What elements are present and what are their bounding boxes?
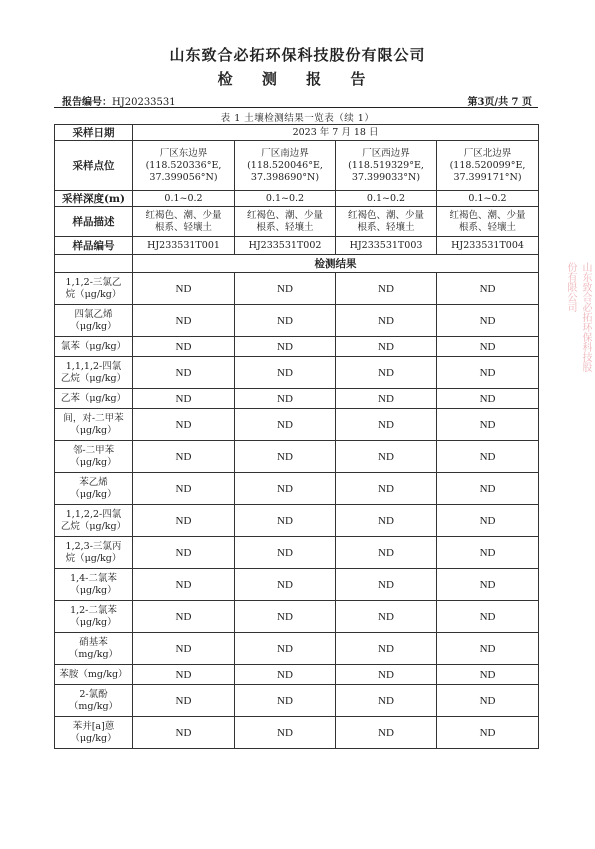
parameter-name	[55, 665, 133, 685]
cell-line: （μg/kg）	[70, 488, 117, 500]
cell-line: 37.399171°N)	[453, 171, 522, 183]
result-value: ND	[235, 473, 336, 505]
table-row	[55, 665, 539, 685]
document-title: 检 测 报 告	[217, 70, 378, 88]
result-value: ND	[133, 685, 235, 717]
cell-line: 根系、轻壤土	[154, 221, 212, 233]
cell-line: 根系、轻壤土	[459, 221, 517, 233]
result-value: ND	[235, 441, 336, 473]
result-value: ND	[235, 569, 336, 601]
seam-stamp	[563, 262, 593, 372]
sampling-site-1	[133, 141, 235, 191]
result-value: ND	[133, 601, 235, 633]
cell-line: 四氯乙烯	[74, 308, 113, 320]
result-value: ND	[133, 337, 235, 357]
cell-line: 1,2,3-三氯丙	[65, 540, 122, 552]
cell-line: （mg/kg）	[68, 648, 119, 660]
result-value: ND	[336, 441, 437, 473]
result-value: ND	[437, 305, 539, 337]
cell-line: （mg/kg）	[68, 700, 119, 712]
parameter-name	[55, 685, 133, 717]
sample-number-2: HJ233531T002	[235, 237, 336, 255]
result-value: ND	[336, 273, 437, 305]
parameter-name	[55, 441, 133, 473]
parameter-name	[55, 409, 133, 441]
table-row	[55, 305, 539, 337]
sample-description-1	[133, 207, 235, 237]
parameter-name	[55, 537, 133, 569]
header-rule	[54, 107, 538, 108]
sample-number-label: 样品编号	[55, 237, 133, 255]
result-value: ND	[133, 409, 235, 441]
table-row	[55, 537, 539, 569]
result-value: ND	[133, 569, 235, 601]
result-value: ND	[437, 537, 539, 569]
result-value: ND	[133, 665, 235, 685]
sample-number-4: HJ233531T004	[437, 237, 539, 255]
cell-line: 红褐色、潮、少量	[145, 209, 222, 221]
cell-line: 厂区东边界	[159, 147, 208, 159]
table-row	[55, 409, 539, 441]
result-value: ND	[133, 633, 235, 665]
result-value: ND	[336, 305, 437, 337]
parameter-name	[55, 505, 133, 537]
result-value: ND	[133, 537, 235, 569]
sample-number-1: HJ233531T001	[133, 237, 235, 255]
table-row	[55, 357, 539, 389]
cell-line: (118.519329°E,	[348, 159, 424, 171]
sampling-date-row	[55, 125, 539, 141]
result-value: ND	[437, 441, 539, 473]
parameter-name	[55, 357, 133, 389]
sampling-depth-label: 采样深度(m)	[55, 191, 133, 207]
result-value: ND	[133, 441, 235, 473]
cell-line: 37.399056°N)	[149, 171, 218, 183]
result-value: ND	[437, 633, 539, 665]
cell-line: 红褐色、潮、少量	[246, 209, 323, 221]
cell-line: 苯乙烯	[79, 476, 108, 488]
results-header-blank	[55, 255, 133, 273]
cell-line: 邻-二甲苯	[72, 444, 115, 456]
cell-line: （μg/kg）	[70, 456, 117, 468]
result-value: ND	[235, 601, 336, 633]
cell-line: 乙烷（μg/kg）	[60, 372, 127, 384]
table-row	[55, 633, 539, 665]
parameter-name	[55, 633, 133, 665]
parameter-name	[55, 569, 133, 601]
sampling-depth-row	[55, 191, 539, 207]
report-number	[62, 93, 176, 108]
cell-line: 红褐色、潮、少量	[347, 209, 424, 221]
cell-line: （μg/kg）	[70, 732, 117, 744]
cell-line: (118.520046°E,	[247, 159, 323, 171]
result-value: ND	[437, 717, 539, 749]
parameter-name	[55, 389, 133, 409]
sampling-depth-1: 0.1~0.2	[133, 191, 235, 207]
cell-line: 37.399033°N)	[351, 171, 421, 183]
seam-stamp-text: 山东致合必拓环保科技股份有限公司	[565, 262, 591, 372]
page-info: 第3页/共 7 页	[467, 97, 532, 108]
cell-line: （μg/kg）	[70, 584, 117, 596]
result-value: ND	[133, 305, 235, 337]
result-value: ND	[336, 337, 437, 357]
result-value: ND	[235, 685, 336, 717]
result-value: ND	[235, 633, 336, 665]
result-value: ND	[336, 357, 437, 389]
result-value: ND	[437, 409, 539, 441]
table-row	[55, 473, 539, 505]
table-row	[55, 505, 539, 537]
result-value: ND	[437, 601, 539, 633]
result-value: ND	[235, 537, 336, 569]
result-value: ND	[133, 389, 235, 409]
cell-line: (118.520336°E,	[145, 159, 222, 171]
cell-line: 硝基苯	[79, 636, 108, 648]
result-value: ND	[235, 305, 336, 337]
cell-line: 1,2-二氯苯	[70, 604, 117, 616]
cell-line: 根系、轻壤土	[256, 221, 314, 233]
cell-line: 氯苯（μg/kg）	[60, 340, 127, 352]
result-value: ND	[235, 389, 336, 409]
sample-description-4	[437, 207, 539, 237]
table-row	[55, 389, 539, 409]
cell-line: 苯胺（mg/kg）	[59, 668, 128, 680]
cell-line: 1,1,2-三氯乙	[65, 276, 122, 288]
result-value: ND	[336, 505, 437, 537]
result-value: ND	[437, 273, 539, 305]
table-row	[55, 569, 539, 601]
parameter-name	[55, 473, 133, 505]
result-value: ND	[437, 569, 539, 601]
sample-description-row	[55, 207, 539, 237]
result-value: ND	[133, 473, 235, 505]
result-value: ND	[437, 505, 539, 537]
result-value: ND	[437, 685, 539, 717]
sampling-site-3	[336, 141, 437, 191]
result-value: ND	[336, 409, 437, 441]
parameter-name	[55, 337, 133, 357]
results-header-row	[55, 255, 539, 273]
result-value: ND	[336, 473, 437, 505]
sampling-depth-3: 0.1~0.2	[336, 191, 437, 207]
result-value: ND	[437, 337, 539, 357]
cell-line: 1,4-二氯苯	[70, 572, 117, 584]
sampling-depth-4: 0.1~0.2	[437, 191, 539, 207]
result-value: ND	[336, 569, 437, 601]
result-value: ND	[336, 633, 437, 665]
result-value: ND	[336, 537, 437, 569]
sampling-site-label: 采样点位	[55, 141, 133, 191]
result-value: ND	[235, 337, 336, 357]
cell-line: (118.520099°E,	[449, 159, 526, 171]
cell-line: 37.398690°N)	[250, 171, 320, 183]
result-value: ND	[437, 473, 539, 505]
result-value: ND	[133, 717, 235, 749]
table-caption: 表 1 土壤检测结果一览表（续 1）	[220, 113, 375, 124]
cell-line: 厂区西边界	[362, 147, 410, 159]
sampling-date-label: 采样日期	[55, 125, 133, 141]
sampling-site-2	[235, 141, 336, 191]
parameter-name	[55, 273, 133, 305]
cell-line: （μg/kg）	[70, 424, 117, 436]
cell-line: （μg/kg）	[70, 616, 117, 628]
table-row	[55, 601, 539, 633]
result-value: ND	[235, 273, 336, 305]
cell-line: 乙苯（μg/kg）	[60, 392, 127, 404]
result-value: ND	[336, 685, 437, 717]
sample-description-2	[235, 207, 336, 237]
parameter-name	[55, 717, 133, 749]
sampling-depth-2: 0.1~0.2	[235, 191, 336, 207]
result-value: ND	[336, 717, 437, 749]
cell-line: 1,1,2,2-四氯	[65, 508, 122, 520]
table-row	[55, 441, 539, 473]
report-number-value: HJ20233531	[112, 97, 176, 108]
result-value: ND	[336, 601, 437, 633]
result-value: ND	[133, 357, 235, 389]
cell-line: 苯并[a]蒽	[72, 720, 115, 732]
cell-line: 1,1,1,2-四氯	[65, 360, 122, 372]
result-value: ND	[133, 505, 235, 537]
parameter-name	[55, 305, 133, 337]
result-value: ND	[235, 665, 336, 685]
table-row	[55, 685, 539, 717]
parameter-name	[55, 601, 133, 633]
cell-line: 2-氯酚	[79, 688, 108, 700]
company-name: 山东致合必拓环保科技股份有限公司	[169, 46, 426, 64]
cell-line: （μg/kg）	[70, 320, 117, 332]
report-number-label: 报告编号：	[62, 97, 112, 108]
result-value: ND	[336, 665, 437, 685]
result-value: ND	[235, 357, 336, 389]
sampling-date-value: 2023 年 7 月 18 日	[133, 125, 539, 141]
sample-description-label: 样品描述	[55, 207, 133, 237]
sample-number-row	[55, 237, 539, 255]
cell-line: 烷（μg/kg）	[65, 288, 122, 300]
sample-description-3	[336, 207, 437, 237]
result-value: ND	[133, 273, 235, 305]
cell-line: 厂区北边界	[463, 147, 512, 159]
table-row	[55, 337, 539, 357]
cell-line: 间，对-二甲苯	[63, 412, 124, 424]
results-table	[54, 124, 539, 749]
table-row	[55, 273, 539, 305]
sampling-site-4	[437, 141, 539, 191]
table-row	[55, 717, 539, 749]
result-value: ND	[437, 357, 539, 389]
cell-line: 厂区南边界	[261, 147, 309, 159]
cell-line: 乙烷（μg/kg）	[60, 520, 127, 532]
result-value: ND	[235, 409, 336, 441]
result-value: ND	[235, 717, 336, 749]
cell-line: 根系、轻壤土	[357, 221, 415, 233]
result-value: ND	[437, 665, 539, 685]
sample-number-3: HJ233531T003	[336, 237, 437, 255]
results-header: 检测结果	[133, 255, 539, 273]
result-value: ND	[336, 389, 437, 409]
cell-line: 烷（μg/kg）	[65, 552, 122, 564]
cell-line: 红褐色、潮、少量	[449, 209, 526, 221]
sampling-site-row	[55, 141, 539, 191]
result-value: ND	[437, 389, 539, 409]
report-meta	[62, 93, 532, 108]
result-value: ND	[235, 505, 336, 537]
